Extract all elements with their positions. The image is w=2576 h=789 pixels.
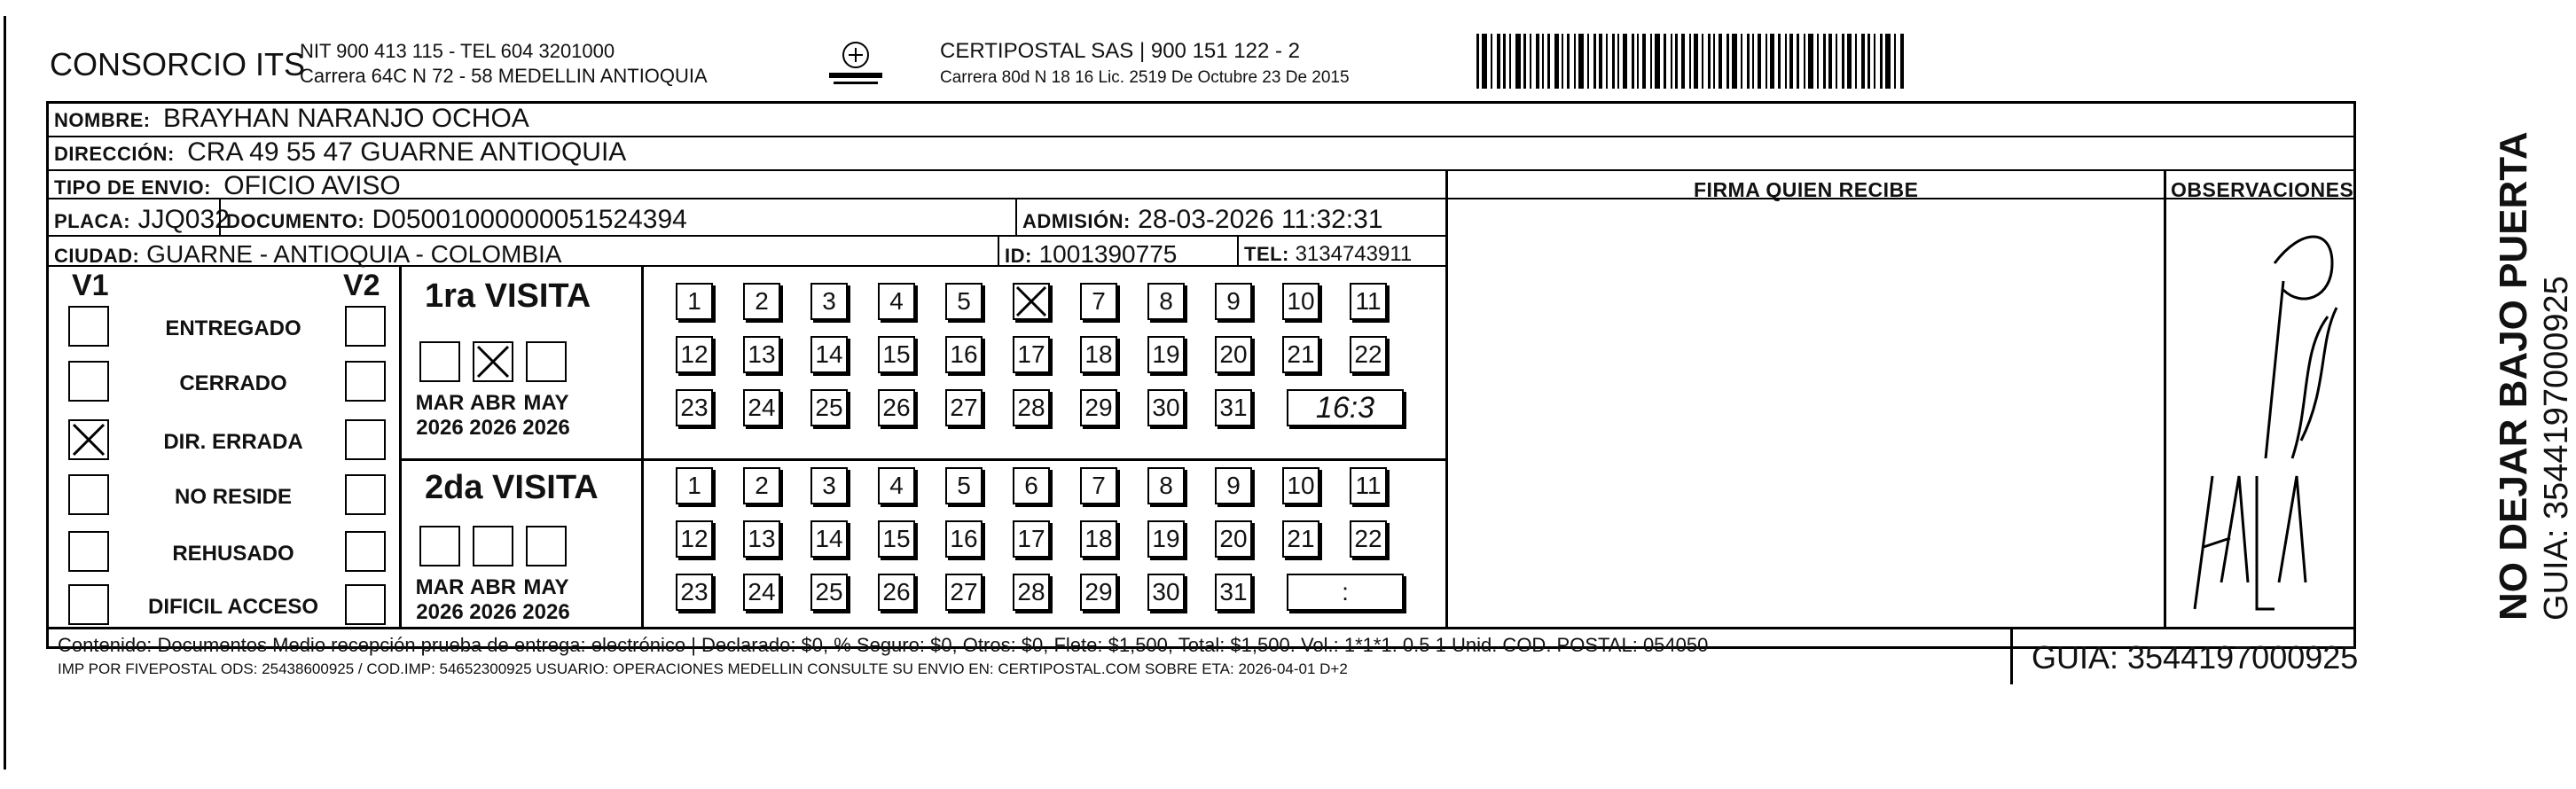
day-box[interactable]: 12: [676, 336, 713, 373]
barcode-bar: [1842, 34, 1844, 89]
barcode-bar: [1530, 34, 1531, 89]
day-box[interactable]: 3: [810, 467, 848, 504]
barcode-bar: [1637, 34, 1639, 89]
day-box[interactable]: 17: [1013, 520, 1050, 558]
day-box[interactable]: 21: [1282, 520, 1319, 558]
divider: [219, 199, 221, 235]
ciudad: [54, 240, 561, 269]
direccion-value: CRA 49 55 47 GUARNE ANTIOQUIA: [187, 137, 627, 167]
barcode-bar: [1861, 34, 1865, 89]
documento-label: DOCUMENTO:: [226, 210, 365, 232]
footer-imp: IMP POR FIVEPOSTAL ODS: 25438600925 / COD.IMP: 54652300925 USUARIO: OPERACIONES MEDELLIN CONSULTE SU ENVIO EN: CERTIPOSTAL.COM SOBRE ETA: 2026-04-01 D+2: [58, 660, 1348, 677]
day-box[interactable]: 27: [945, 574, 983, 611]
day-box[interactable]: 28: [1013, 389, 1050, 426]
month-label: ABR: [470, 575, 516, 599]
day-box[interactable]: 25: [810, 389, 848, 426]
day-box[interactable]: 23: [676, 574, 713, 611]
divider: [2010, 627, 2013, 684]
divider: [49, 627, 2355, 629]
month-checkbox[interactable]: [419, 341, 460, 382]
admision-label: ADMISIÓN:: [1022, 210, 1131, 232]
id: [1005, 240, 1177, 269]
day-box[interactable]: 9: [1215, 467, 1252, 504]
barcode-bar: [1766, 34, 1767, 89]
barcode-bar: [1547, 34, 1550, 89]
day-box[interactable]: 19: [1147, 520, 1185, 558]
day-box[interactable]: 3: [810, 283, 848, 320]
barcode-bar: [1536, 34, 1539, 89]
barcode-bar: [1574, 34, 1576, 89]
barcode-bar: [1847, 34, 1852, 89]
month-year: 2026: [522, 600, 570, 624]
month-year: 2026: [469, 600, 517, 624]
barcode-bar: [1612, 34, 1615, 89]
day-box[interactable]: 31: [1215, 389, 1252, 426]
barcode-bar: [1900, 34, 1904, 89]
day-box[interactable]: 15: [878, 336, 915, 373]
day-box[interactable]: 8: [1147, 283, 1185, 320]
day-box[interactable]: 9: [1215, 283, 1252, 320]
id-label: ID:: [1005, 245, 1032, 267]
barcode-bar: [1747, 34, 1750, 89]
v1-checkbox[interactable]: [68, 361, 109, 402]
day-box[interactable]: 13: [743, 336, 780, 373]
barcode-bar: [1797, 34, 1799, 89]
v1-checkbox[interactable]: [68, 306, 109, 347]
tel: [1244, 242, 1412, 267]
day-box[interactable]: 2: [743, 283, 780, 320]
v1-checkbox[interactable]: [68, 419, 109, 460]
observaciones-divider: [2164, 171, 2166, 627]
v2-checkbox[interactable]: [345, 419, 386, 460]
day-box[interactable]: 25: [810, 574, 848, 611]
barcode-bar: [1675, 34, 1678, 89]
day-box[interactable]: 22: [1350, 336, 1387, 373]
day-box[interactable]: 6: [1013, 467, 1050, 504]
day-box[interactable]: 8: [1147, 467, 1185, 504]
v2-checkbox[interactable]: [345, 584, 386, 625]
month-year: 2026: [416, 600, 464, 624]
barcode-bar: [1515, 34, 1521, 89]
placa: [54, 205, 230, 235]
divider: [998, 237, 999, 265]
carrier-info: CERTIPOSTAL SAS | 900 151 122 - 2: [940, 39, 1300, 63]
barcode-bar: [1778, 34, 1781, 89]
admision: [1022, 205, 1383, 235]
barcode-bar: [1804, 34, 1805, 89]
first-visit-time[interactable]: 16:3: [1287, 389, 1404, 426]
direccion-label: DIRECCIÓN:: [54, 143, 175, 165]
month-checkbox[interactable]: [526, 341, 567, 382]
barcode-bar: [1523, 34, 1526, 89]
side-guia: GUIA: 3544197000925: [2538, 276, 2575, 621]
status-label: DIFICIL ACCESO: [147, 595, 318, 619]
day-box[interactable]: 16: [945, 520, 983, 558]
barcode-bar: [1828, 34, 1832, 89]
handwritten-observation: [2177, 210, 2345, 618]
barcode-bar: [1770, 34, 1774, 89]
divider: [1015, 199, 1017, 235]
day-box[interactable]: 7: [1080, 283, 1117, 320]
day-box[interactable]: 1: [676, 467, 713, 504]
documento: [226, 205, 687, 235]
barcode-bar: [1702, 34, 1703, 89]
row-direccion: [49, 137, 2355, 171]
month-label: MAY: [523, 391, 569, 415]
barcode-bar: [1789, 34, 1793, 89]
v2-checkbox[interactable]: [345, 306, 386, 347]
month-checkbox[interactable]: [473, 526, 513, 566]
v2-checkbox[interactable]: [345, 531, 386, 572]
day-box[interactable]: 23: [676, 389, 713, 426]
id-value: 1001390775: [1038, 240, 1178, 268]
status-label: NO RESIDE: [174, 485, 293, 509]
day-box[interactable]: 30: [1147, 574, 1185, 611]
divider: [399, 265, 402, 627]
firma-header: FIRMA QUIEN RECIBE: [1694, 178, 1919, 201]
month-checkbox[interactable]: [526, 526, 567, 566]
barcode-bar: [1587, 34, 1589, 89]
day-box[interactable]: 31: [1215, 574, 1252, 611]
barcode-bar: [1599, 34, 1602, 89]
first-visit-title: 1ra VISITA: [425, 277, 591, 315]
tel-label: TEL:: [1244, 243, 1289, 265]
day-box[interactable]: 22: [1350, 520, 1387, 558]
day-box[interactable]: 14: [810, 520, 848, 558]
day-box[interactable]: 11: [1350, 467, 1387, 504]
barcode-bar: [1623, 34, 1627, 89]
barcode-bar: [1642, 34, 1646, 89]
day-box[interactable]: 14: [810, 336, 848, 373]
day-box[interactable]: 29: [1080, 389, 1117, 426]
barcode-bar: [1578, 34, 1584, 89]
barcode-bar: [1894, 34, 1896, 89]
day-box[interactable]: 17: [1013, 336, 1050, 373]
barcode-bar: [1741, 34, 1742, 89]
second-visit-title: 2da VISITA: [425, 469, 599, 506]
barcode: [1476, 34, 2141, 89]
day-box[interactable]: 15: [878, 520, 915, 558]
nombre-label: NOMBRE:: [54, 109, 151, 131]
month-checkbox[interactable]: [419, 526, 460, 566]
documento-value: D05001000000051524394: [372, 205, 687, 234]
certipostal-logo: [825, 37, 887, 90]
day-box[interactable]: 19: [1147, 336, 1185, 373]
admision-value: 28-03-2026 11:32:31: [1138, 205, 1383, 234]
barcode-bar: [1732, 34, 1737, 89]
barcode-bar: [1567, 34, 1570, 89]
nombre-value: BRAYHAN NARANJO OCHOA: [162, 104, 529, 133]
v1-checkbox[interactable]: [68, 474, 109, 515]
side-text: [2492, 131, 2576, 621]
v2-label: V2: [343, 269, 380, 302]
barcode-bar: [1509, 34, 1511, 89]
barcode-bar: [1880, 34, 1883, 89]
v1-checkbox[interactable]: [68, 531, 109, 572]
month-label: ABR: [470, 391, 516, 415]
placa-label: PLACA:: [54, 210, 131, 232]
month-year: 2026: [469, 416, 517, 440]
barcode-bar: [1867, 34, 1870, 89]
second-visit-time[interactable]: :: [1287, 574, 1404, 611]
day-box[interactable]: 4: [878, 283, 915, 320]
divider: [399, 458, 1445, 461]
v2-checkbox[interactable]: [345, 361, 386, 402]
barcode-bar: [1554, 34, 1559, 89]
day-box[interactable]: 10: [1282, 283, 1319, 320]
day-box[interactable]: 11: [1350, 283, 1387, 320]
barcode-bar: [1817, 34, 1819, 89]
barcode-bar: [1855, 34, 1857, 89]
day-box[interactable]: 10: [1282, 467, 1319, 504]
page-edge: [4, 16, 6, 769]
v2-checkbox[interactable]: [345, 474, 386, 515]
day-box[interactable]: [1013, 283, 1050, 320]
barcode-bar: [1785, 34, 1787, 89]
barcode-bar: [1655, 34, 1660, 89]
barcode-bar: [1562, 34, 1563, 89]
ciudad-label: CIUDAD:: [54, 245, 140, 267]
firma-divider: [1445, 171, 1448, 627]
barcode-bar: [1885, 34, 1891, 89]
barcode-bar: [1713, 34, 1715, 89]
tel-value: 3134743911: [1295, 242, 1413, 266]
carrier-license: Carrera 80d N 18 16 Lic. 2519 De Octubre 23 De 2015: [940, 68, 1350, 87]
barcode-bar: [1650, 34, 1652, 89]
barcode-bar: [1689, 34, 1691, 89]
day-box[interactable]: 24: [743, 389, 780, 426]
month-label: MAR: [415, 575, 465, 599]
month-checkbox[interactable]: [473, 341, 513, 382]
day-box[interactable]: 20: [1215, 520, 1252, 558]
day-box[interactable]: 4: [878, 467, 915, 504]
barcode-bar: [1617, 34, 1619, 89]
barcode-bar: [1694, 34, 1698, 89]
divider: [641, 265, 644, 627]
day-box[interactable]: 2: [743, 467, 780, 504]
barcode-bar: [1476, 34, 1479, 89]
day-box[interactable]: 24: [743, 574, 780, 611]
delivery-form: [46, 101, 2359, 677]
barcode-bar: [1719, 34, 1722, 89]
day-box[interactable]: 21: [1282, 336, 1319, 373]
day-box[interactable]: 18: [1080, 520, 1117, 558]
barcode-bar: [1593, 34, 1596, 89]
footer-guia: GUIA: 3544197000925: [2032, 639, 2359, 676]
barcode-bar: [1752, 34, 1754, 89]
status-label: ENTREGADO: [165, 316, 301, 340]
day-box[interactable]: 28: [1013, 574, 1050, 611]
barcode-bar: [1808, 34, 1813, 89]
v1-checkbox[interactable]: [68, 584, 109, 625]
barcode-bar: [1836, 34, 1837, 89]
barcode-bar: [1497, 34, 1500, 89]
barcode-bar: [1681, 34, 1685, 89]
barcode-bar: [1708, 34, 1711, 89]
company-nit-tel: NIT 900 413 115 - TEL 604 3201000: [300, 40, 615, 62]
day-box[interactable]: 20: [1215, 336, 1252, 373]
tipo-label: TIPO DE ENVIO:: [54, 176, 211, 199]
day-box[interactable]: 5: [945, 467, 983, 504]
month-year: 2026: [416, 416, 464, 440]
ciudad-value: GUARNE - ANTIOQUIA - COLOMBIA: [146, 240, 562, 268]
company-name: CONSORCIO ITS: [50, 46, 306, 82]
barcode-bar: [1726, 34, 1729, 89]
divider: [1237, 237, 1239, 265]
day-box[interactable]: 30: [1147, 389, 1185, 426]
status-label: DIR. ERRADA: [163, 430, 303, 454]
barcode-bar: [1482, 34, 1487, 89]
day-box[interactable]: 29: [1080, 574, 1117, 611]
barcode-bar: [1758, 34, 1761, 89]
day-box[interactable]: 16: [945, 336, 983, 373]
barcode-bar: [1874, 34, 1875, 89]
barcode-bar: [1632, 34, 1634, 89]
barcode-bar: [1823, 34, 1826, 89]
day-box[interactable]: 1: [676, 283, 713, 320]
day-box[interactable]: 7: [1080, 467, 1117, 504]
barcode-bar: [1491, 34, 1492, 89]
row-tipo: [49, 171, 2355, 199]
month-year: 2026: [522, 416, 570, 440]
barcode-bar: [1664, 34, 1666, 89]
month-label: MAR: [415, 391, 465, 415]
barcode-bar: [1542, 34, 1544, 89]
month-label: MAY: [523, 575, 569, 599]
status-label: CERRADO: [179, 371, 287, 395]
day-box[interactable]: 26: [878, 389, 915, 426]
barcode-bar: [1671, 34, 1672, 89]
footer-content: Contenido: Documentos Medio recepción prueba de entrega: electrónico | Declarado: $0, % Seguro: $0, Otros: $0, Flete: $1,500, Total: $1,500. Vol.: 1*1*1. 0.5 1 Unid. COD. POSTAL: 054050: [58, 634, 1709, 656]
day-box[interactable]: 12: [676, 520, 713, 558]
day-box[interactable]: 18: [1080, 336, 1117, 373]
placa-value: JJQ032: [137, 205, 230, 234]
day-box[interactable]: 13: [743, 520, 780, 558]
barcode-bar: [1606, 34, 1608, 89]
tipo-value: OFICIO AVISO: [223, 171, 401, 200]
divider: [1445, 198, 2355, 199]
row-nombre: [49, 104, 2355, 137]
day-box[interactable]: 26: [878, 574, 915, 611]
observaciones-header: OBSERVACIONES: [2171, 178, 2354, 201]
status-label: REHUSADO: [172, 542, 294, 566]
v1-label: V1: [72, 269, 109, 302]
side-warning: NO DEJAR BAJO PUERTA: [2492, 131, 2535, 621]
day-box[interactable]: 27: [945, 389, 983, 426]
barcode-bar: [1503, 34, 1506, 89]
day-box[interactable]: 5: [945, 283, 983, 320]
company-address: Carrera 64C N 72 - 58 MEDELLIN ANTIOQUIA: [300, 65, 708, 87]
